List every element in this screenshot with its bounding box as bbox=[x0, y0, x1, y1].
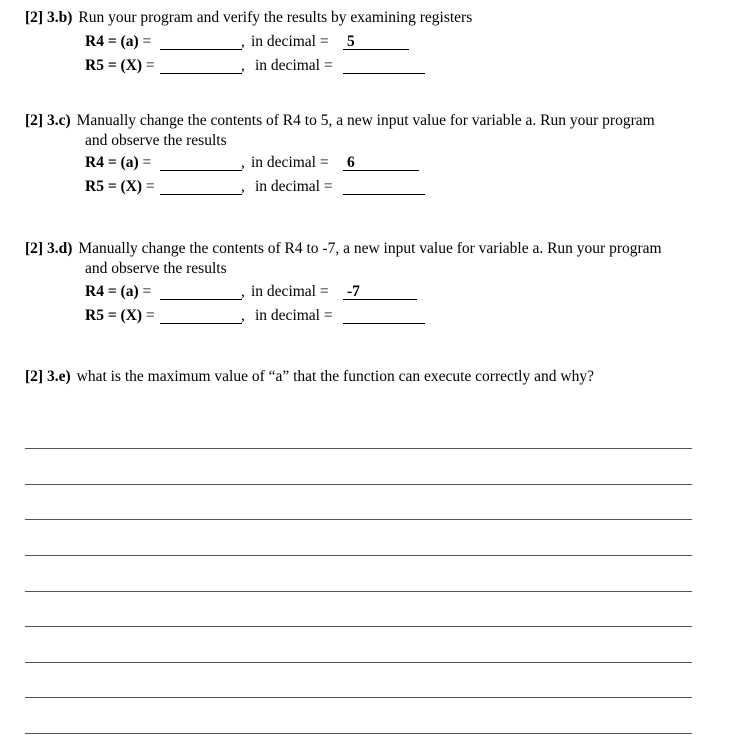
question-3d bbox=[25, 239, 718, 279]
comma: , bbox=[241, 283, 245, 300]
decimal-label: in decimal = bbox=[255, 307, 333, 324]
question-text-continued: and observe the results bbox=[85, 260, 227, 277]
comma: , bbox=[241, 307, 245, 324]
register-row-r4 bbox=[85, 283, 743, 307]
question-3c bbox=[25, 111, 718, 151]
comma: , bbox=[241, 57, 245, 74]
decimal-label: in decimal = bbox=[251, 283, 329, 300]
comma: , bbox=[241, 178, 245, 195]
register-row-r4 bbox=[85, 154, 743, 178]
question-text: Run your program and verify the results by examining registers bbox=[78, 9, 473, 26]
hex-answer-blank[interactable] bbox=[160, 299, 242, 300]
question-tag: [2] 3.b) bbox=[25, 9, 73, 26]
register-label: R5 = (X) = bbox=[85, 57, 155, 74]
hex-answer-blank[interactable] bbox=[160, 323, 242, 324]
decimal-answer-value: 5 bbox=[347, 33, 355, 50]
answer-line[interactable] bbox=[25, 484, 692, 485]
register-row-r5 bbox=[85, 307, 743, 331]
decimal-label: in decimal = bbox=[251, 154, 329, 171]
register-label: R4 = (a) = bbox=[85, 154, 152, 171]
register-row-r5 bbox=[85, 57, 743, 81]
register-label: R5 = (X) = bbox=[85, 178, 155, 195]
register-row-r5 bbox=[85, 178, 743, 202]
question-text: what is the maximum value of “a” that the function can execute correctly and why? bbox=[76, 368, 594, 385]
decimal-label: in decimal = bbox=[255, 178, 333, 195]
decimal-answer-blank[interactable] bbox=[343, 73, 425, 74]
decimal-answer-value: -7 bbox=[347, 283, 360, 300]
question-tag: [2] 3.d) bbox=[25, 240, 73, 257]
comma: , bbox=[241, 33, 245, 50]
hex-answer-blank[interactable] bbox=[160, 170, 242, 171]
question-tag: [2] 3.c) bbox=[25, 112, 71, 129]
hex-answer-blank[interactable] bbox=[160, 73, 242, 74]
answer-line[interactable] bbox=[25, 519, 692, 520]
hex-answer-blank[interactable] bbox=[160, 49, 242, 50]
register-label: R4 = (a) = bbox=[85, 33, 152, 50]
decimal-label: in decimal = bbox=[255, 57, 333, 74]
question-3e bbox=[25, 367, 718, 387]
question-text: Manually change the contents of R4 to 5, a new input value for variable a. Run your program bbox=[76, 112, 655, 129]
hex-answer-blank[interactable] bbox=[160, 194, 242, 195]
answer-line[interactable] bbox=[25, 448, 692, 449]
answer-line[interactable] bbox=[25, 697, 692, 698]
question-3b bbox=[25, 8, 718, 28]
answer-line[interactable] bbox=[25, 662, 692, 663]
comma: , bbox=[241, 154, 245, 171]
answer-line[interactable] bbox=[25, 733, 692, 734]
answer-line[interactable] bbox=[25, 555, 692, 556]
answer-line[interactable] bbox=[25, 591, 692, 592]
register-label: R5 = (X) = bbox=[85, 307, 155, 324]
decimal-label: in decimal = bbox=[251, 33, 329, 50]
decimal-answer-value: 6 bbox=[347, 154, 355, 171]
question-text: Manually change the contents of R4 to -7, a new input value for variable a. Run your program bbox=[78, 240, 662, 257]
question-text-continued: and observe the results bbox=[85, 132, 227, 149]
answer-line[interactable] bbox=[25, 626, 692, 627]
register-label: R4 = (a) = bbox=[85, 283, 152, 300]
decimal-answer-blank[interactable] bbox=[343, 323, 425, 324]
decimal-answer-blank[interactable] bbox=[343, 194, 425, 195]
register-row-r4 bbox=[85, 33, 743, 57]
question-tag: [2] 3.e) bbox=[25, 368, 71, 385]
